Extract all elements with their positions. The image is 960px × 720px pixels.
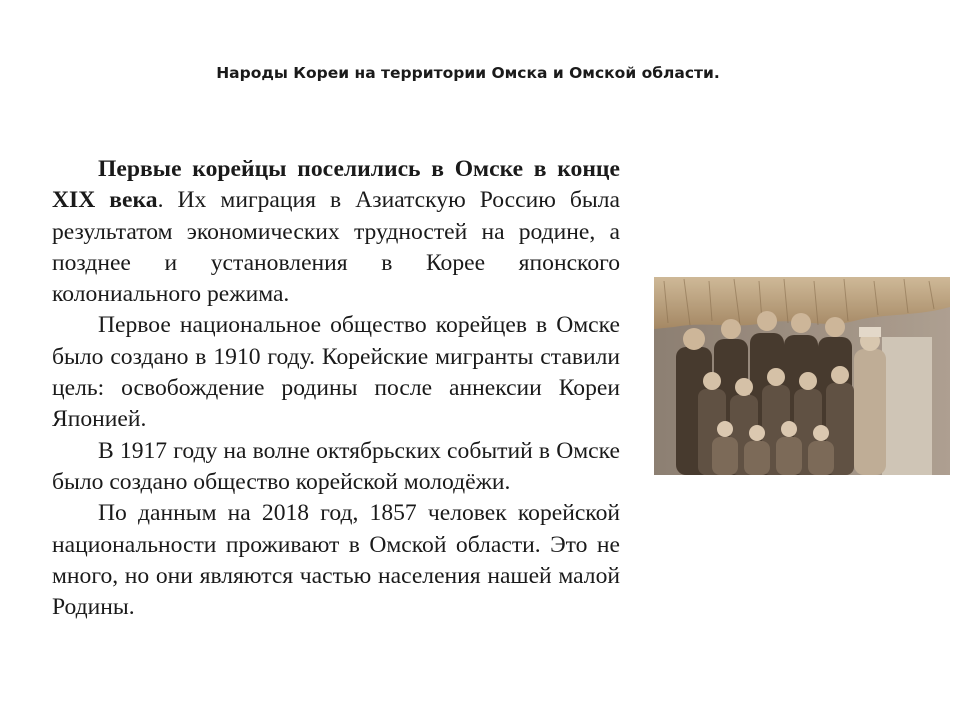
paragraph-1: [52, 154, 620, 310]
paragraph-3: В 1917 году на волне октябрьских событий в Омске было создано общество корейской молодёжи.: [52, 437, 620, 495]
group-photo-illustration: [654, 277, 950, 475]
paragraph-4: По данным на 2018 год, 1857 человек корейской национальности проживают в Омской области. Это не много, но они являются частью населения нашей малой Родины.: [52, 500, 620, 621]
paragraph-1-bold: Первые корейцы поселились в Омске в конце XIX века: [52, 156, 620, 214]
paragraph-2: Первое национальное общество корейцев в Омске было создано в 1910 году. Корейские мигранты ставили цель: освобождение родины после аннексии Кореи Японией.: [52, 312, 620, 433]
sepia-tone: [654, 277, 950, 475]
paragraph-1-text: . Их миграция в Азиатскую Россию была результатом экономических трудностей на родине, а позднее и установления в Корее японского колониального режима.: [52, 187, 621, 308]
body-text: [52, 154, 620, 623]
historical-group-photo: [654, 277, 950, 475]
slide-title: Народы Кореи на территории Омска и Омской области.: [216, 64, 720, 82]
